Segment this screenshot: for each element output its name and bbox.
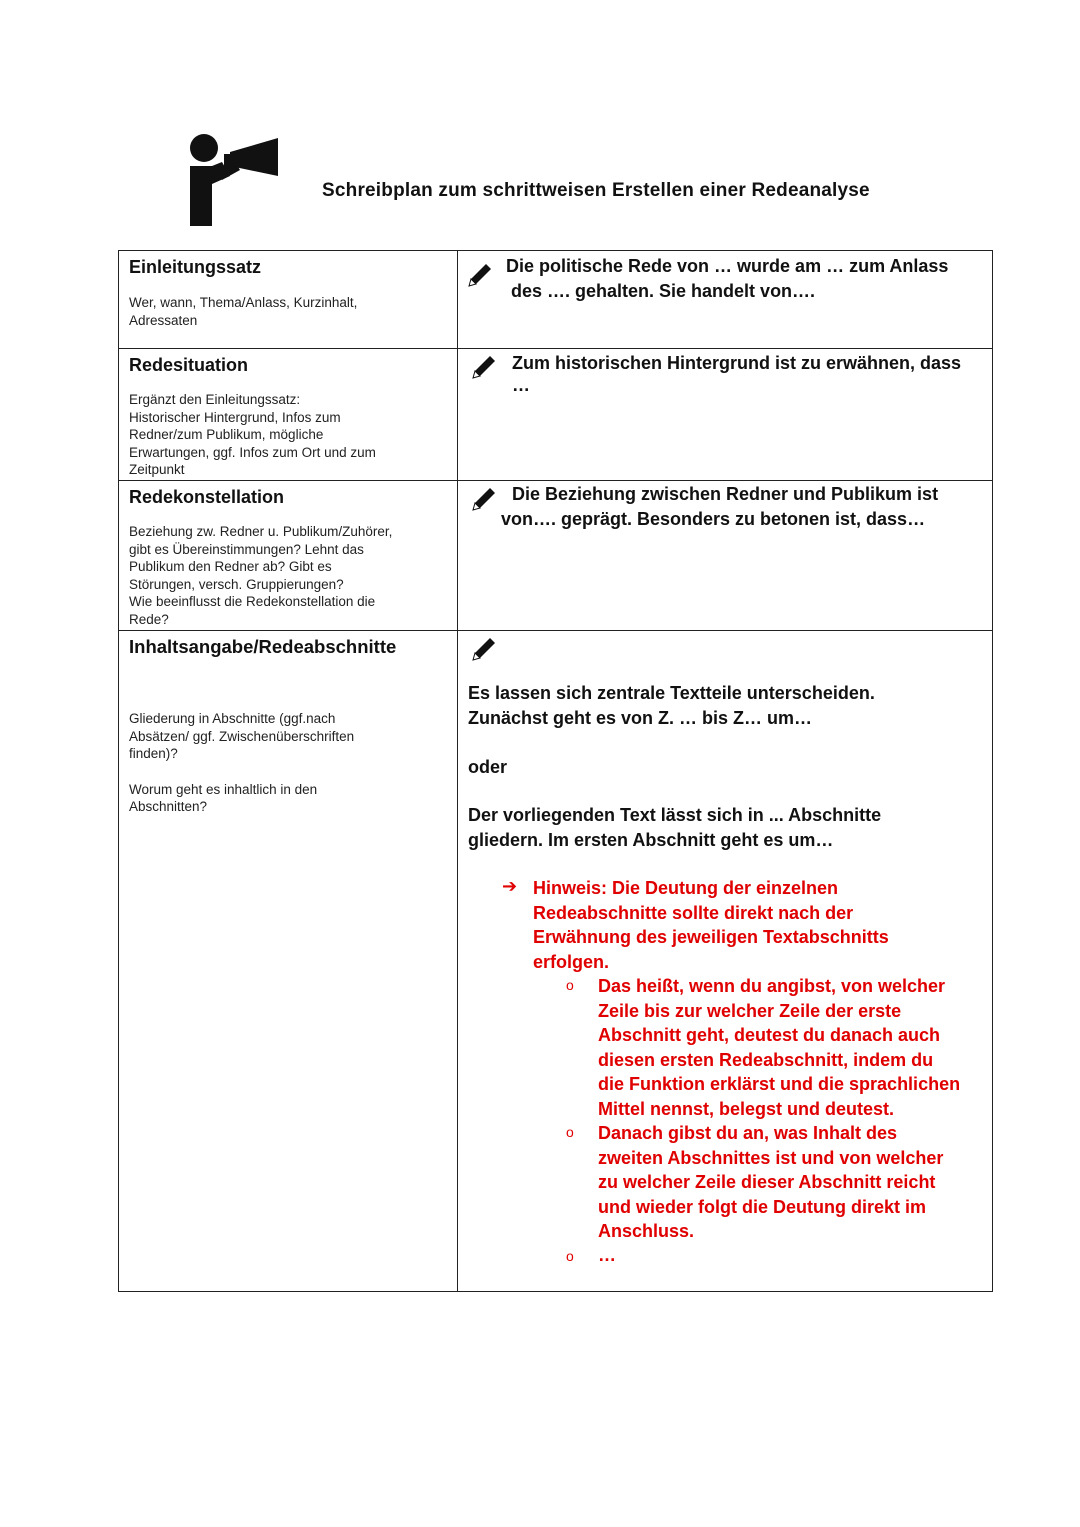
row-content-cell (458, 251, 993, 349)
bullet-line: Anschluss. (598, 1221, 695, 1241)
row-label-cell (119, 349, 458, 481)
paragraph-line: Es lassen sich zentrale Textteile unterscheiden. (468, 683, 875, 703)
bullet-line: … (598, 1245, 616, 1265)
bullet-line: die Funktion erklärst und die sprachlichen (598, 1074, 961, 1094)
arrow-right-icon: ➔ (502, 876, 518, 896)
section-description (129, 294, 449, 329)
circle-bullet-icon: o (566, 1248, 574, 1264)
section-description (129, 523, 449, 628)
bullet-line: zweiten Abschnittes ist und von welcher (598, 1147, 944, 1168)
description-line: Störungen, versch. Gruppierungen? (129, 576, 344, 592)
description-line: Adressaten (129, 312, 198, 328)
hint-bullet-item (598, 1243, 616, 1268)
section-title: Redekonstellation (129, 487, 285, 507)
bullet-line: und wieder folgt die Deutung direkt im (598, 1196, 927, 1217)
circle-bullet-icon: o (566, 1124, 574, 1140)
description-line: Abschnitten? (129, 799, 208, 814)
hint-line: Redeabschnitte sollte direkt nach der (533, 902, 854, 923)
writing-plan-table (118, 250, 993, 1292)
section-title: Inhaltsangabe/Redeabschnitte (129, 636, 397, 657)
description-line: Erwartungen, ggf. Infos zum Ort und zum (129, 444, 376, 460)
bullet-line: zu welcher Zeile dieser Abschnitt reicht (598, 1172, 936, 1192)
template-sentence: von…. geprägt. Besonders zu betonen ist, dass… (501, 509, 926, 529)
template-sentence: Die politische Rede von … wurde am … zum Anlass (506, 256, 949, 276)
row-label-cell (119, 251, 458, 349)
template-sentence: des …. gehalten. Sie handelt von…. (511, 281, 816, 301)
section-description (129, 710, 449, 816)
section-title: Redesituation (129, 355, 249, 375)
description-line: Ergänzt den Einleitungssatz: (129, 392, 301, 407)
paragraph-line: gliedern. Im ersten Abschnitt geht es um… (468, 830, 834, 850)
bullet-line: Danach gibst du an, was Inhalt des (598, 1123, 898, 1143)
description-line: Zeitpunkt (129, 462, 185, 477)
template-sentence: … (512, 375, 530, 395)
pencil-icon (470, 635, 498, 663)
section-title: Einleitungssatz (129, 257, 262, 277)
hint-bullet-item (598, 1121, 943, 1244)
table-row (119, 631, 993, 1292)
pencil-icon (470, 353, 498, 381)
megaphone-speaker-icon (186, 132, 282, 228)
template-sentence: Zum historischen Hintergrund ist zu erwähnen, dass (512, 353, 962, 373)
pencil-icon (470, 485, 498, 513)
table-row (119, 251, 993, 349)
description-line: Wie beeinflusst die Redekonstellation die (129, 594, 376, 609)
bullet-line: Mittel nennst, belegst und deutest. (598, 1098, 895, 1119)
document-title: Schreibplan zum schrittweisen Erstellen einer Redeanalyse (322, 180, 870, 201)
template-sentence: Die Beziehung zwischen Redner und Publikum ist (512, 484, 939, 504)
description-line: gibt es Übereinstimmungen? Lehnt das (129, 541, 364, 557)
hint-bullet-item (598, 974, 960, 1121)
bullet-line: diesen ersten Redeabschnitt, indem du (598, 1049, 934, 1070)
row-label-cell (119, 631, 458, 1292)
description-line: Redner/zum Publikum, mögliche (129, 427, 324, 442)
description-line: Rede? (129, 611, 169, 627)
bullet-line: Zeile bis zur welcher Zeile der erste (598, 1000, 902, 1021)
row-content-cell (458, 349, 993, 481)
circle-bullet-icon: o (566, 977, 574, 993)
hint-line: Hinweis: Die Deutung der einzelnen (533, 878, 839, 898)
example-paragraph (468, 681, 875, 731)
table-row (119, 349, 993, 481)
paragraph-line: Zunächst geht es von Z. … bis Z… um… (468, 708, 813, 728)
paragraph-line: Der vorliegenden Text lässt sich in ... Abschnitte (468, 805, 882, 825)
example-paragraph (468, 803, 881, 853)
description-line: Beziehung zw. Redner u. Publikum/Zuhörer, (129, 524, 393, 539)
description-line: finden)? (129, 746, 178, 761)
row-content-cell (458, 631, 993, 1292)
oder-label: oder (468, 757, 508, 777)
hint-line: Erwähnung des jeweiligen Textabschnitts (533, 927, 889, 947)
hint-line: erfolgen. (533, 951, 610, 972)
description-line: Publikum den Redner ab? Gibt es (129, 559, 332, 574)
description-line: Gliederung in Abschnitte (ggf.nach (129, 711, 336, 726)
description-line: Absätzen/ ggf. Zwischenüberschriften (129, 728, 355, 744)
bullet-line: Das heißt, wenn du angibst, von welcher (598, 976, 946, 996)
row-content-cell (458, 481, 993, 631)
pencil-icon (466, 261, 494, 289)
description-line: Worum geht es inhaltlich in den (129, 781, 318, 797)
section-description (129, 391, 449, 479)
row-label-cell (119, 481, 458, 631)
bullet-line: Abschnitt geht, deutest du danach auch (598, 1025, 941, 1045)
description-line: Wer, wann, Thema/Anlass, Kurzinhalt, (129, 295, 358, 310)
table-row (119, 481, 993, 631)
hint-text (533, 876, 889, 974)
description-line: Historischer Hintergrund, Infos zum (129, 409, 341, 425)
